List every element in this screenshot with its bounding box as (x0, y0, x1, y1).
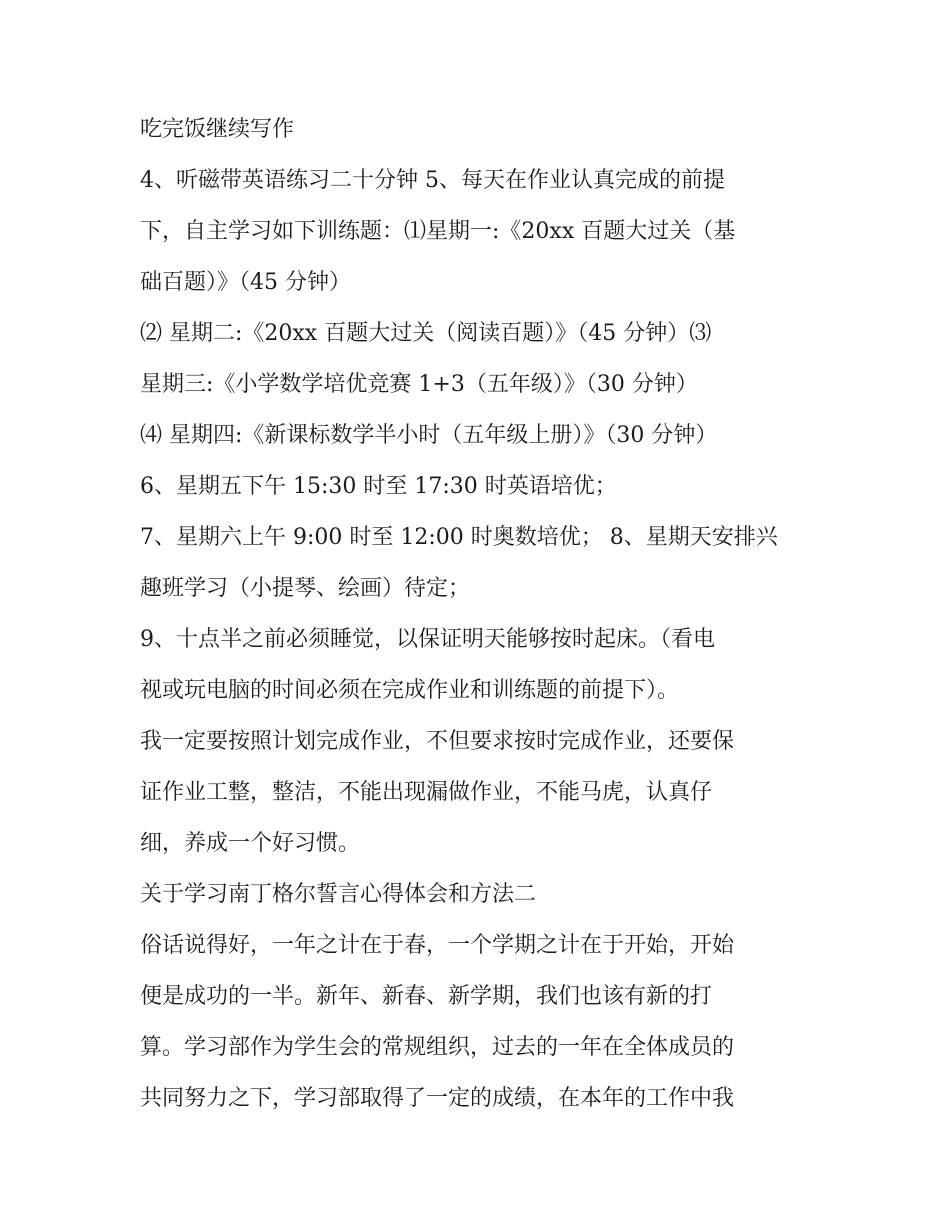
document-body (140, 104, 815, 1124)
text-line: 视或玩电脑的时间必须在完成作业和训练题的前提下）。 (140, 678, 680, 703)
text-line: 4、听磁带英语练习二十分钟 5、每天在作业认真完成的前提 (140, 168, 725, 193)
text-line: 趣班学习（小提琴、绘画）待定； (140, 576, 471, 601)
text-line: 证作业工整，整洁，不能出现漏做作业，不能马虎，认真仔 (140, 780, 713, 805)
text-line: ⑷ 星期四:《新课标数学半小时（五年级上册）》（30 分钟） (140, 423, 718, 448)
text-line: 吃完饭继续写作 (140, 117, 295, 142)
text-line: 细，养成一个好习惯。 (140, 831, 361, 856)
text-line: 我一定要按照计划完成作业，不但要求按时完成作业，还要保 (140, 729, 735, 754)
text-line: 便是成功的一半。新年、新春、新学期，我们也该有新的打 (140, 984, 713, 1009)
text-line: 6、星期五下午 15:30 时至 17:30 时英语培优； (140, 474, 617, 499)
text-line: 算。学习部作为学生会的常规组织，过去的一年在全体成员的 (140, 1035, 735, 1060)
text-line: 下，自主学习如下训练题：⑴星期一:《20xx 百题大过关（基 (140, 219, 736, 244)
text-line: 9、十点半之前必须睡觉，以保证明天能够按时起床。（看电 (140, 627, 715, 652)
section-heading: 关于学习南丁格尔誓言心得体会和方法二 (140, 882, 537, 907)
text-line: 7、星期六上午 9:00 时至 12:00 时奥数培优； 8、星期天安排兴 (140, 525, 778, 550)
text-line: ⑵ 星期二:《20xx 百题大过关（阅读百题）》（45 分钟）⑶ (140, 321, 712, 346)
text-line: 星期三:《小学数学培优竞赛 1+3（五年级）》（30 分钟） (140, 372, 698, 397)
text-line: 础百题）》（45 分钟） (140, 270, 351, 295)
text-line: 共同努力之下，学习部取得了一定的成绩，在本年的工作中我 (140, 1086, 735, 1111)
text-line: 俗话说得好，一年之计在于春，一个学期之计在于开始，开始 (140, 933, 735, 958)
